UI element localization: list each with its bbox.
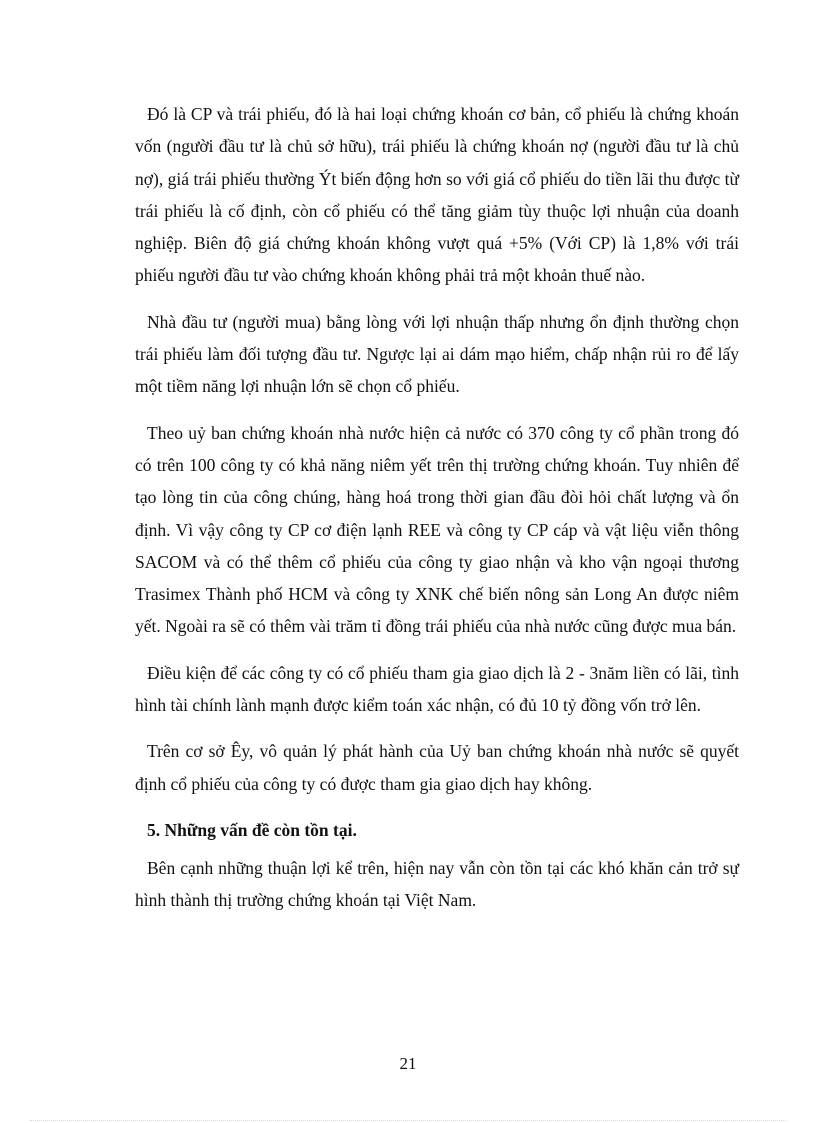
body-paragraph: Đó là CP và trái phiếu, đó là hai loại chứng khoán cơ bản, cổ phiếu là chứng khoán vốn (người đầu tư là chủ sở hữu), trái phiếu là chứng khoán nợ (người đầu tư là chủ nợ), giá trái phiếu thường Ýt biến động hơn so với giá cổ phiếu do tiền lãi thu được từ trái phiếu là cố định, còn cổ phiếu có thể tăng giảm tùy thuộc lợi nhuận của doanh nghiệp. Biên độ giá chứng khoán không vượt quá +5% (Với CP) là 1,8% với trái phiếu người đầu tư vào chứng khoán không phải trả một khoản thuế nào. bbox=[135, 104, 739, 286]
page-body bbox=[135, 98, 739, 931]
section-heading: 5. Những vấn đề còn tồn tại. bbox=[147, 819, 357, 840]
body-paragraph: Theo uỷ ban chứng khoán nhà nước hiện cả nước có 370 công ty cổ phần trong đó có trên 100 công ty có khả năng niêm yết trên thị trường chứng khoán. Tuy nhiên để tạo lòng tin của công chúng, hàng hoá trong thời gian đầu đòi hỏi chất lượng và ổn định. Vì vậy công ty CP cơ điện lạnh REE và công ty CP cáp và vật liệu viễn thông SACOM và có thể thêm cổ phiếu của công ty giao nhận và kho vận ngoại thương Trasimex Thành phố HCM và công ty XNK chế biến nông sản Long An được niêm yết. Ngoài ra sẽ có thêm vài trăm tỉ đồng trái phiếu của nhà nước cũng được mua bán. bbox=[135, 422, 739, 637]
body-paragraph: Nhà đầu tư (người mua) bằng lòng với lợi nhuận thấp nhưng ổn định thường chọn trái phiếu làm đối tượng đầu tư. Ngược lại ai dám mạo hiểm, chấp nhận rủi ro để lấy một tiềm năng lợi nhuận lớn sẽ chọn cổ phiếu. bbox=[135, 311, 739, 397]
body-paragraph: Điều kiện để các công ty có cổ phiếu tham gia giao dịch là 2 - 3năm liền có lãi, tình hình tài chính lành mạnh được kiểm toán xác nhận, có đủ 10 tỷ đồng vốn trở lên. bbox=[135, 662, 739, 716]
page-number: 21 bbox=[399, 1054, 417, 1073]
closing-paragraph: Bên cạnh những thuận lợi kể trên, hiện nay vẫn còn tồn tại các khó khăn cản trở sự hình thành thị trường chứng khoán tại Việt Nam. bbox=[135, 857, 739, 911]
body-paragraph: Trên cơ sở Êy, vô quản lý phát hành của Uỷ ban chứng khoán nhà nước sẽ quyết định cổ phiếu của công ty có được tham gia giao dịch hay không. bbox=[135, 741, 739, 794]
page-edge-divider bbox=[30, 1120, 786, 1121]
